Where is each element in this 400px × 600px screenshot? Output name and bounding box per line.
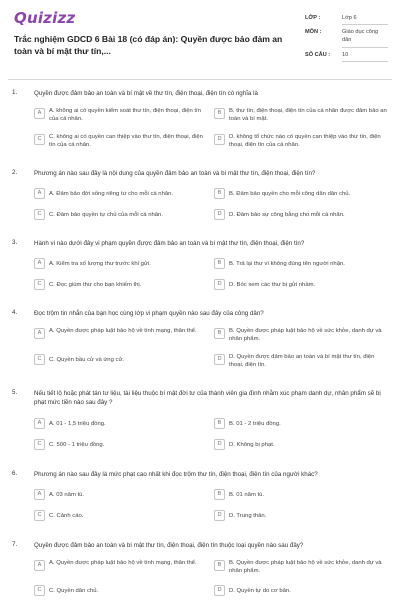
option-c[interactable] [34, 583, 206, 600]
option-letter-badge: C [34, 279, 45, 290]
option-letter-badge: B [214, 188, 225, 199]
option-letter-badge: D [214, 209, 225, 220]
option-b[interactable] [214, 487, 386, 504]
option-text: A. 01 - 1,5 triệu đồng. [49, 421, 106, 427]
question-count-value: 10 [342, 52, 388, 62]
option-text: A. Kiểm tra số lượng thư trước khi gửi. [49, 261, 151, 267]
option-text: A. Quyền được pháp luật bảo hộ về tính mạng, thân thể. [49, 560, 197, 566]
option-a[interactable] [34, 487, 206, 504]
option-d[interactable] [214, 508, 386, 525]
option-letter-badge: D [214, 354, 225, 365]
option-letter-badge: D [214, 134, 225, 145]
option-text: C. Đọc giùm thư cho bạn khiếm thị. [49, 282, 142, 288]
class-value: Lớp 6 [342, 15, 388, 25]
option-text: C. Quyền bầu cử và ứng cử. [49, 357, 125, 363]
option-letter-badge: B [214, 328, 225, 339]
option-letter-badge: D [214, 279, 225, 290]
option-letter-badge: A [34, 188, 45, 199]
question-text: Nếu tiết lộ hoặc phát tán tư liệu, tài liệu thuộc bí mật đời tư của thành viên gia đình nhằm xúc phạm danh dự, nhân phẩm sẽ bị phạt mức tiền nào sau đây ? [34, 390, 381, 406]
option-letter-badge: A [34, 560, 45, 571]
option-a[interactable] [34, 558, 206, 575]
worksheet-header [0, 0, 400, 76]
option-d[interactable] [214, 437, 386, 454]
option-c[interactable] [34, 277, 206, 294]
option-letter-badge: A [34, 108, 45, 119]
option-letter-badge: C [34, 510, 45, 521]
option-letter-badge: B [214, 560, 225, 571]
option-text: D. Trung thân. [229, 513, 267, 519]
question-number: 3. [12, 239, 18, 246]
option-text: C. 500 - 1 triệu đồng. [49, 442, 105, 448]
question-number: 4. [12, 309, 18, 316]
question-text: Đọc trộm tin nhắn của bạn học cùng lớp vi phạm quyền nào sau đây của công dân? [34, 310, 264, 317]
option-letter-badge: D [214, 439, 225, 450]
option-text: A. không ai có quyền kiểm soát thư tín, điện thoại, điện tín của cá nhân. [49, 108, 201, 122]
option-letter-badge: B [214, 108, 225, 119]
option-a[interactable] [34, 326, 206, 343]
option-text: D. Bóc xem các thư bị gửi nhầm. [229, 282, 316, 288]
option-text: B. Trả lại thư vì không đúng tên người nhận. [229, 261, 345, 267]
option-text: C. Quyền dân chủ. [49, 588, 99, 594]
option-text: B. Đảm bảo quyền cho mỗi công dân dân chủ. [229, 191, 351, 197]
option-letter-badge: B [214, 258, 225, 269]
option-letter-badge: B [214, 418, 225, 429]
question-number: 6. [12, 470, 18, 477]
option-a[interactable] [34, 106, 206, 123]
option-text: A. Quyền được pháp luật bảo hộ về tính mạng, thân thể. [49, 328, 197, 334]
subject-label: MÔN : [305, 29, 322, 35]
option-letter-badge: A [34, 418, 45, 429]
subject-value: Giáo dục công dân [342, 29, 388, 48]
question-text: Hành vi nào dưới đây vi phạm quyền được đảm bảo an toàn và bí mật thư tín, điện thoại, điện tín? [34, 240, 305, 247]
option-b[interactable] [214, 326, 386, 343]
option-text: D. Quyền được đảm bảo an toàn và bí mật thư tín, điện thoại, điện tín. [229, 354, 375, 368]
option-text: D. Đảm bảo sự công bằng cho mỗi cá nhân. [229, 212, 345, 218]
option-c[interactable] [34, 508, 206, 525]
option-letter-badge: A [34, 258, 45, 269]
option-letter-badge: D [214, 585, 225, 596]
option-letter-badge: C [34, 134, 45, 145]
question-text: Phương án nào sau đây là nội dung của quyền đảm bảo an toàn và bí mật thư tín, điện thoại, điện tín? [34, 170, 316, 177]
header-divider [8, 79, 392, 80]
option-c[interactable] [34, 352, 206, 369]
option-text: B. Quyền được pháp luật bảo hộ về sức khỏe, danh dự và nhân phẩm. [229, 328, 382, 342]
question-count-label: SỐ CÂU : [305, 52, 331, 58]
option-d[interactable] [214, 132, 386, 149]
question-text: Quyền được đảm bảo an toàn và bí mật về thư tín, điện thoại, điện tín có nghĩa là [34, 90, 258, 97]
option-b[interactable] [214, 106, 386, 123]
option-d[interactable] [214, 583, 386, 600]
option-b[interactable] [214, 558, 386, 575]
class-label: LỚP : [305, 15, 321, 21]
option-d[interactable] [214, 207, 386, 224]
option-text: A. Đảm bảo đời sống riêng tư cho mỗi cá nhân. [49, 191, 174, 197]
option-a[interactable] [34, 416, 206, 433]
question-text: Quyền được đảm bảo an toàn và bí mật thư tín, điện thoại, điện tín thuộc loại quyền nào sau đây? [34, 542, 304, 549]
option-c[interactable] [34, 207, 206, 224]
option-d[interactable] [214, 277, 386, 294]
option-a[interactable] [34, 256, 206, 273]
option-text: B. 01 - 2 triệu đồng. [229, 421, 281, 427]
question-number: 5. [12, 389, 18, 396]
option-text: D. Quyền tự do cơ bản. [229, 588, 291, 594]
question-number: 7. [12, 541, 18, 548]
option-text: C. Cảnh cáo. [49, 513, 84, 519]
option-text: B. thư tín, điện thoại, điện tín của cá nhân được đảm bảo an toàn và bí mật. [229, 108, 387, 122]
option-b[interactable] [214, 416, 386, 433]
option-b[interactable] [214, 186, 386, 203]
option-text: B. 01 năm tù. [229, 492, 265, 498]
option-letter-badge: D [214, 510, 225, 521]
option-letter-badge: A [34, 489, 45, 500]
option-text: C. không ai có quyền can thiệp vào thư tín, điện thoại, điện tín của cá nhân. [49, 134, 203, 148]
option-letter-badge: C [34, 354, 45, 365]
option-letter-badge: B [214, 489, 225, 500]
quizizz-logo: Quizizz [14, 9, 76, 27]
option-d[interactable] [214, 352, 386, 369]
option-letter-badge: C [34, 209, 45, 220]
option-letter-badge: A [34, 328, 45, 339]
question-number: 2. [12, 169, 18, 176]
option-text: D. Không bị phạt. [229, 442, 275, 448]
worksheet-meta [305, 12, 390, 63]
option-text: B. Quyền được pháp luật bảo hộ về sức khỏe, danh dự và nhân phẩm. [229, 560, 382, 574]
option-b[interactable] [214, 256, 386, 273]
option-text: A. 03 năm tù. [49, 492, 85, 498]
question-number: 1. [12, 89, 18, 96]
option-c[interactable] [34, 437, 206, 454]
question-text: Phương án nào sau đây là mức phạt cao nhất khi đọc trộm thư tín, điện thoại, điện tín của người khác? [34, 471, 318, 478]
option-c[interactable] [34, 132, 206, 149]
option-a[interactable] [34, 186, 206, 203]
option-letter-badge: C [34, 439, 45, 450]
worksheet-title: Trắc nghiệm GDCD 6 Bài 18 (có đáp án): Quyền được bảo đảm an toàn và bí mật thư tín,... [14, 34, 283, 56]
option-text: D. không tổ chức nào có quyền can thiệp vào thư tín, điện thoại, điện tín của cá nhân. [229, 134, 381, 148]
option-letter-badge: C [34, 585, 45, 596]
option-text: C. Đảm bảo quyền tự chủ của mỗi cá nhân. [49, 212, 163, 218]
